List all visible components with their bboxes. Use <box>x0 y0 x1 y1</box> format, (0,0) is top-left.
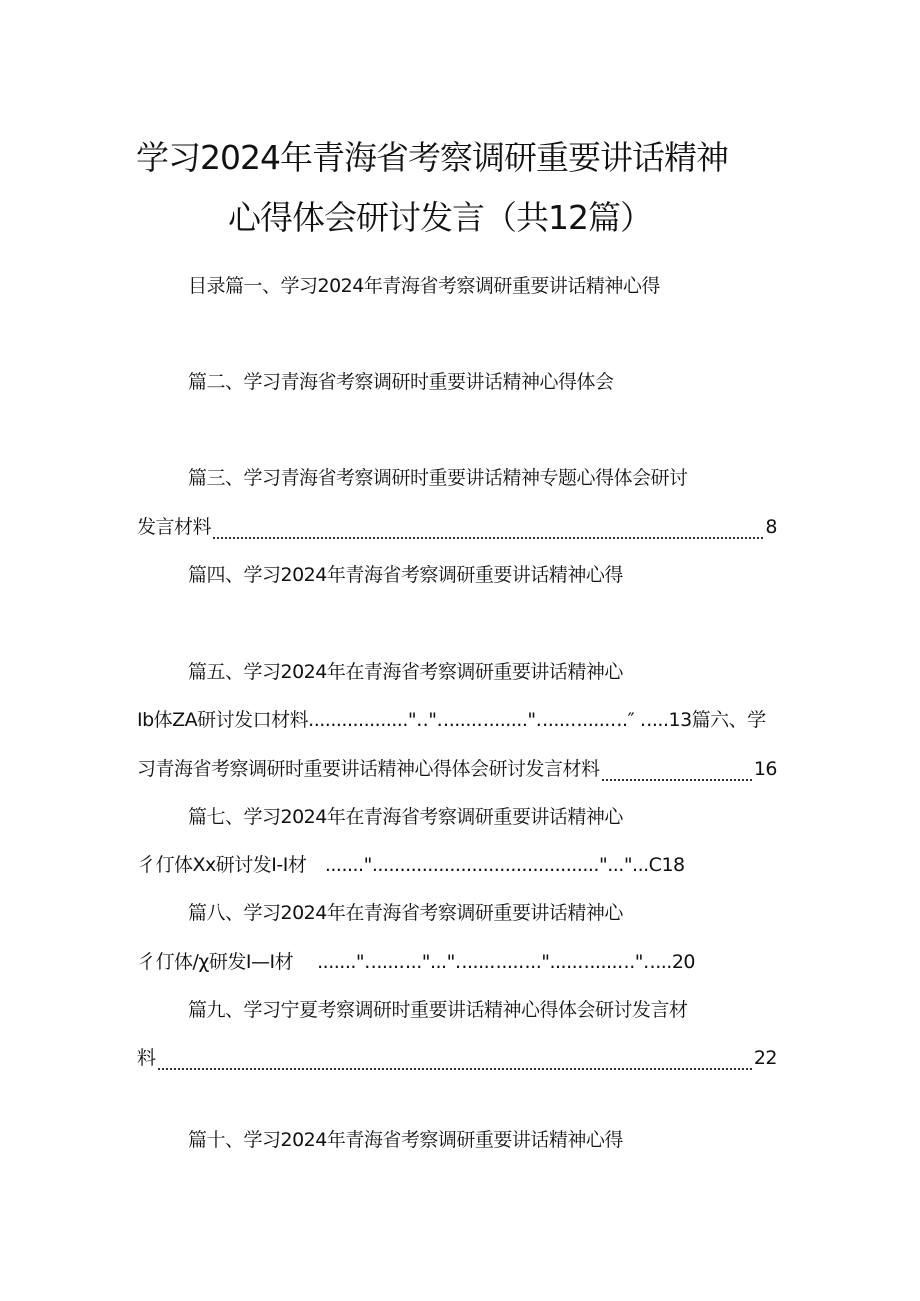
toc-entry-5-line-1: 篇五、学习2024年在青海省考察调研重要讲话精神心 <box>188 661 623 683</box>
dot-leader <box>602 762 752 781</box>
dot-leader <box>158 1051 752 1070</box>
toc-entry-3-line-2 <box>137 515 777 539</box>
toc-entry-4: 篇四、学习2024年青海省考察调研重要讲话精神心得 <box>188 564 623 586</box>
toc-entry-3-page-number: 8 <box>765 516 777 538</box>
toc-entry-9-text: 料 <box>137 1047 156 1069</box>
toc-entry-7-line-2: 彳仃体Xx研讨发I-I材 ......."........................................."..."...C18 <box>137 854 685 876</box>
toc-entry-6-page-number: 16 <box>753 758 777 780</box>
toc-entry-2: 篇二、学习青海省考察调研时重要讲话精神心得体会 <box>188 371 614 393</box>
toc-entry-3-text: 发言材料 <box>137 516 212 538</box>
document-title-line-1: 学习2024年青海省考察调研重要讲话精神 <box>136 138 728 177</box>
toc-entry-7-line-1: 篇七、学习2024年在青海省考察调研重要讲话精神心 <box>188 806 623 828</box>
dot-leader <box>213 520 763 539</box>
toc-entry-6-line-2 <box>137 757 777 781</box>
toc-entry-8-line-2: 彳仃体∕χ研发I—I材 ......."‥....‥.."..."‥....‥...‥..".....‥.....‥."‥...20 <box>137 951 695 973</box>
toc-entry-8-line-1: 篇八、学习2024年在青海省考察调研重要讲话精神心 <box>188 902 623 924</box>
toc-entry-1: 目录篇一、学习2024年青海省考察调研重要讲话精神心得 <box>188 275 660 297</box>
document-title-line-2: 心得体会研讨发言（共12篇） <box>228 198 652 237</box>
toc-entry-10: 篇十、学习2024年青海省考察调研重要讲话精神心得 <box>188 1129 623 1151</box>
toc-entry-3-line-1: 篇三、学习青海省考察调研时重要讲话精神专题心得体会研讨 <box>188 467 688 489</box>
toc-entry-5-line-2: Ib体ZA研讨发口材料.................."‥"‥.....‥......."‥....‥.....‥.″ ‥...13篇六、学 <box>137 709 766 731</box>
toc-entry-9-line-2 <box>137 1046 777 1070</box>
toc-entry-9-line-1: 篇九、学习宁夏考察调研时重要讲话精神心得体会研讨发言材 <box>188 999 688 1021</box>
toc-entry-9-page-number: 22 <box>753 1047 777 1069</box>
toc-entry-6-text: 习青海省考察调研时重要讲话精神心得体会研讨发言材料 <box>137 758 600 780</box>
